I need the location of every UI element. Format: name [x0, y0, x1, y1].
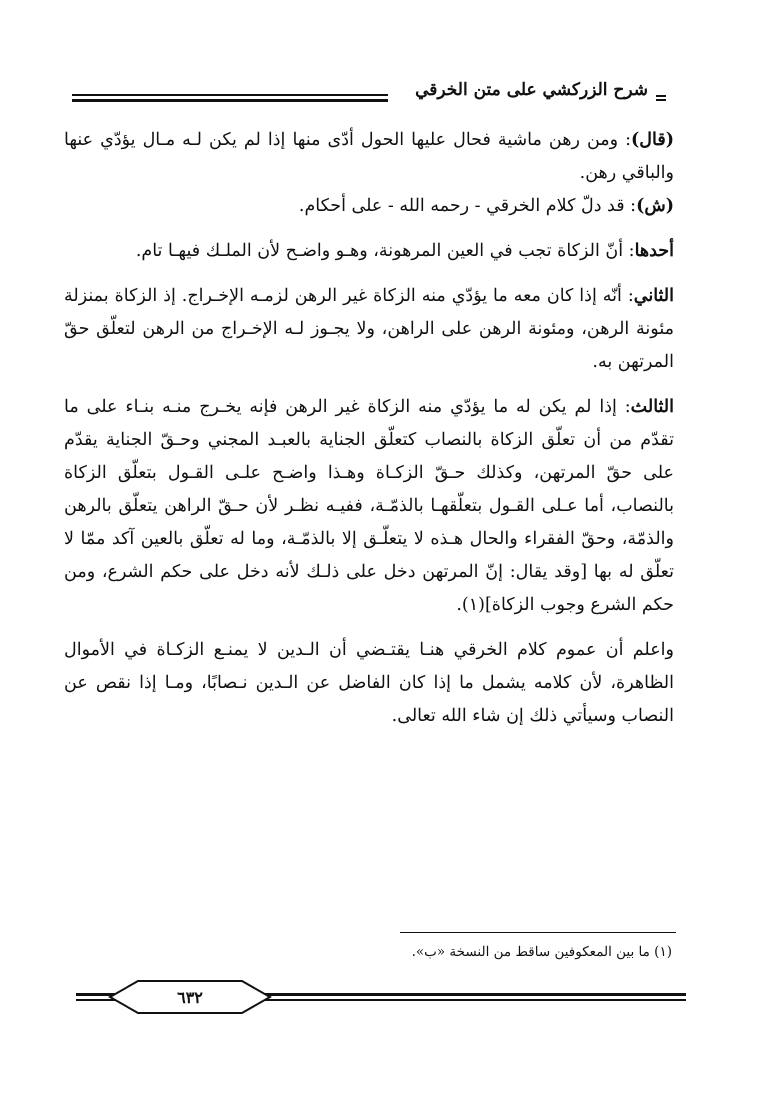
footnote: (١) ما بين المعكوفين ساقط من النسخة «ب».: [411, 944, 672, 960]
paragraph-lead: أحدها: [634, 241, 674, 261]
paragraph-qala: [64, 124, 674, 190]
paragraph-closing: [64, 634, 674, 733]
paragraph-lead: الثاني: [633, 286, 674, 306]
paragraph-lead: الثالث: [630, 397, 674, 417]
paragraph-lead: (قال): [631, 130, 674, 150]
paragraph-lead: (ش): [636, 196, 674, 216]
body-text: [64, 124, 674, 733]
header-rule: [72, 94, 388, 103]
paragraph-text: واعلم أن عموم كلام الخرقي هنـا يقتـضي أن الـدين لا يمنـع الزكـاة في الأموال الظاهرة، لأن كلامه يشمل ما إذا كان الفاضل عن الـدين نـصابًا، ومـا إذا نقص عن النصاب وسيأتي ذلك إن شاء الله تعالى.: [64, 640, 674, 726]
paragraph-text: : إذا لم يكن له ما يؤدّي منه الزكاة غير الرهن فإنه يخـرج منـه بنـاء على ما تقدّم من أن تعلّق الزكاة بالنصاب كتعلّق الجناية بالعبـد المجني وحـقّ الجناية يقدّم على حقّ المرتهن، وكذلك حـقّ الزكـاة وهـذا واضـح علـى القـول بتعلّق الزكاة بالنصاب، أما عـلى القـول بتعلّقهـا بالذمّـة، ففيـه نظـر لأن حـقّ الراهن يتعلّق بالرهن والذمّة، وحقّ الفقراء والحال هـذه لا يتعلّـق إلا بالذمّـة، وما له تعلّق بالعين آكد ممّا لا تعلّق له بها [وقد يقال: إنّ المرتهن دخل على ذلـك لأنه دخل على حكم الشرع، ومن حكم الشرع وجوب الزكاة](١).: [64, 397, 674, 615]
paragraph-sharh: [64, 190, 674, 223]
paragraph-third-ruling: [64, 391, 674, 622]
footnote-separator: [400, 932, 676, 933]
running-header-title: شرح الزركشي على متن الخرقي: [415, 80, 648, 100]
paragraph-text: : أنّه إذا كان معه ما يؤدّي منه الزكاة غير الرهن لزمـه الإخـراج. إذ الزكاة بمنزلة مئونة الرهن، ومئونة الرهن على الراهن، ولا يجـوز لـه الإخـراج من الرهن لتعلّق حقّ المرتهن به.: [64, 286, 675, 372]
paragraph-first-ruling: [64, 235, 674, 268]
header-marker: [656, 95, 666, 101]
paragraph-text: : ومن رهن ماشية فحال عليها الحول أدّى منها إذا لم يكن لـه مـال يؤدّي عنها والباقي رهن.: [64, 130, 674, 183]
page-number: ٦٣٢: [177, 988, 203, 1007]
paragraph-text: : قد دلّ كلام الخرقي - رحمه الله - على أحكام.: [298, 196, 637, 216]
paragraph-second-ruling: [64, 280, 674, 379]
paragraph-text: : أنّ الزكاة تجب في العين المرهونة، وهـو واضـح لأن الملـك فيهـا تام.: [135, 241, 635, 261]
